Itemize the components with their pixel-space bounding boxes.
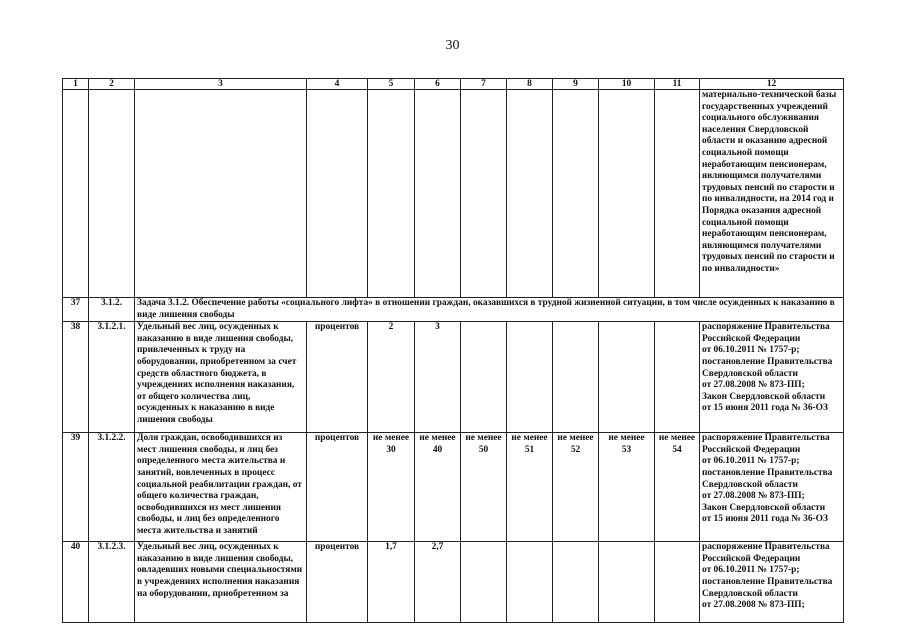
indicator-name: Доля граждан, освободившихся из мест лишения свободы, и лиц без определенного места жительства и занятий, вовлеченных в процесс социальной реабилитации граждан, от общего количества граждан, освободившихся из мест лишения свободы, и лиц без определенного места жительства и занятий [135,433,307,542]
table-row-continuation [63,90,844,298]
header-cell: 9 [553,79,599,90]
indicator-name: Удельный вес лиц, осужденных к наказанию в виде лишения свободы, привлеченных к труду на оборудовании, приобретенном за счет средств областного бюджета, в учреждениях исполнения наказания, от общего количества лиц, осужденных к наказанию в виде лишения свободы [135,322,307,433]
value-cell: 1,7 [368,542,415,623]
indicators-table [62,78,844,623]
source-cell: материально-технической базы государственных учреждений социального обслуживания населения Свердловской области и оказанию адресной социальной помощи неработающим пенсионерам, являющимся получателями трудовых пенсий по старости и по инвалидности, на 2014 год и Порядка оказания адресной социальной помощи неработающим пенсионерам, являющимся получателями трудовых пенсий по старости и по инвалидности» [700,90,844,298]
header-cell: 4 [307,79,368,90]
value-cell: не менее 51 [507,433,553,542]
row-number: 38 [63,322,89,433]
value-cell: 2 [368,322,415,433]
header-cell: 7 [461,79,507,90]
value-cell: 2,7 [415,542,461,623]
header-cell: 8 [507,79,553,90]
unit-cell: процентов [307,433,368,542]
header-cell: 12 [700,79,844,90]
value-cell [461,542,507,623]
source-cell: распоряжение Правительства Российской Федерации от 06.10.2011 № 1757-р; постановление Правительства Свердловской области от 27.08.2008 № 873-ПП; Закон Свердловской области от 15 июня 2011 года № 36-ОЗ [700,322,844,433]
value-cell: не менее 54 [655,433,700,542]
header-cell: 1 [63,79,89,90]
row-number: 39 [63,433,89,542]
value-cell: не менее 52 [553,433,599,542]
header-row [63,79,844,90]
header-cell: 6 [415,79,461,90]
table-row [63,433,844,542]
value-cell: не менее 53 [599,433,655,542]
unit-cell: процентов [307,322,368,433]
value-cell [655,322,700,433]
value-cell [553,542,599,623]
unit-cell: процентов [307,542,368,623]
value-cell: не менее 50 [461,433,507,542]
row-number: 40 [63,542,89,623]
header-cell: 3 [135,79,307,90]
page-number: 30 [445,38,460,53]
row-code: 3.1.2.2. [89,433,135,542]
table-row-task [63,298,844,322]
header-cell: 11 [655,79,700,90]
value-cell [599,542,655,623]
value-cell: не менее 40 [415,433,461,542]
header-cell: 10 [599,79,655,90]
value-cell [507,322,553,433]
row-number: 37 [63,298,89,322]
value-cell [507,542,553,623]
indicator-name: Удельный вес лиц, осужденных к наказанию в виде лишения свободы, овладевших новыми специальностями в учреждениях исполнения наказания на оборудовании, приобретенном за [135,542,307,623]
header-cell: 2 [89,79,135,90]
value-cell: 3 [415,322,461,433]
row-code: 3.1.2.3. [89,542,135,623]
source-cell: распоряжение Правительства Российской Федерации от 06.10.2011 № 1757-р; постановление Правительства Свердловской области от 27.08.2008 № 873-ПП; Закон Свердловской области от 15 июня 2011 года № 36-ОЗ [700,433,844,542]
value-cell [553,322,599,433]
header-cell: 5 [368,79,415,90]
task-title: Задача 3.1.2. Обеспечение работы «социального лифта» в отношении граждан, оказавшихся в трудной жизненной ситуации, в том числе осужденных к наказанию в виде лишения свободы [135,298,844,322]
value-cell [599,322,655,433]
source-cell: распоряжение Правительства Российской Федерации от 06.10.2011 № 1757-р; постановление Правительства Свердловской области от 27.08.2008 № 873-ПП; [700,542,844,623]
value-cell [655,542,700,623]
row-code: 3.1.2. [89,298,135,322]
value-cell [461,322,507,433]
value-cell: не менее 30 [368,433,415,542]
row-code: 3.1.2.1. [89,322,135,433]
table-row [63,322,844,433]
table-row [63,542,844,623]
